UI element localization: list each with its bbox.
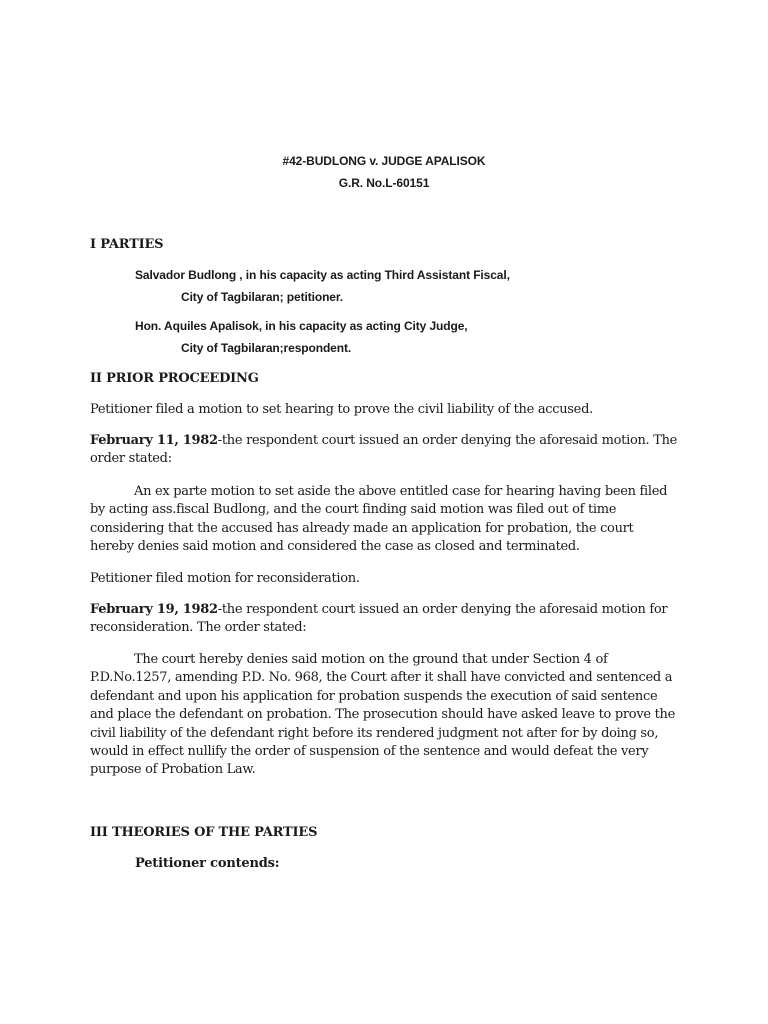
case-number: G.R. No.L-60151 [338, 176, 430, 190]
petitioner-line-2: City of Tagbilaran; petitioner. [181, 290, 344, 304]
date-feb-11: February 11, 1982 [90, 433, 218, 448]
petitioner-contends-heading: Petitioner contends: [135, 856, 280, 871]
respondent-line-2: City of Tagbilaran;respondent. [181, 341, 352, 355]
paragraph-feb-19-order [90, 601, 680, 638]
quoted-order-2: The court hereby denies said motion on the ground that under Section 4 of P.D.No.1257, amending P.D. No. 968, the Court after it shall have convicted and sentenced a defendant and upon his application for probation suspends the execution of said sentence and place the defendant on probation. The prosecution should have asked leave to prove the civil liability of the defendant right before its rendered judgment not after for by doing so, would in effect nullify the order of suspension of the sentence and would defeat the very purpose of Probation Law. [90, 652, 675, 778]
petitioner-line-1: Salvador Budlong , in his capacity as acting Third Assistant Fiscal, [135, 268, 510, 282]
feb-11-order-text: -the respondent court issued an order denying the aforesaid motion. The order stated: [90, 433, 678, 467]
date-feb-19: February 19, 1982 [90, 602, 218, 617]
case-title: #42-BUDLONG v. JUDGE APALISOK [282, 154, 486, 168]
paragraph-motion-reconsideration: Petitioner filed motion for reconsideration. [90, 571, 360, 586]
paragraph-feb-11-order [90, 432, 680, 469]
feb-19-order-text: -the respondent court issued an order denying the aforesaid motion for reconsideration. The order stated: [90, 602, 668, 636]
respondent-line-1: Hon. Aquiles Apalisok, in his capacity as acting City Judge, [135, 319, 468, 333]
section-heading-parties: I PARTIES [90, 237, 164, 252]
section-heading-theories: III THEORIES OF THE PARTIES [90, 825, 318, 840]
quoted-order-1: An ex parte motion to set aside the above entitled case for hearing having been filed by acting ass.fiscal Budlong, and the court finding said motion was filed out of time considering that the accused has already made an application for probation, the court hereby denies said motion and considered the case as closed and terminated. [90, 484, 668, 555]
paragraph-motion-filed: Petitioner filed a motion to set hearing to prove the civil liability of the accused. [90, 402, 593, 417]
section-heading-prior-proceeding: II PRIOR PROCEEDING [90, 371, 259, 386]
